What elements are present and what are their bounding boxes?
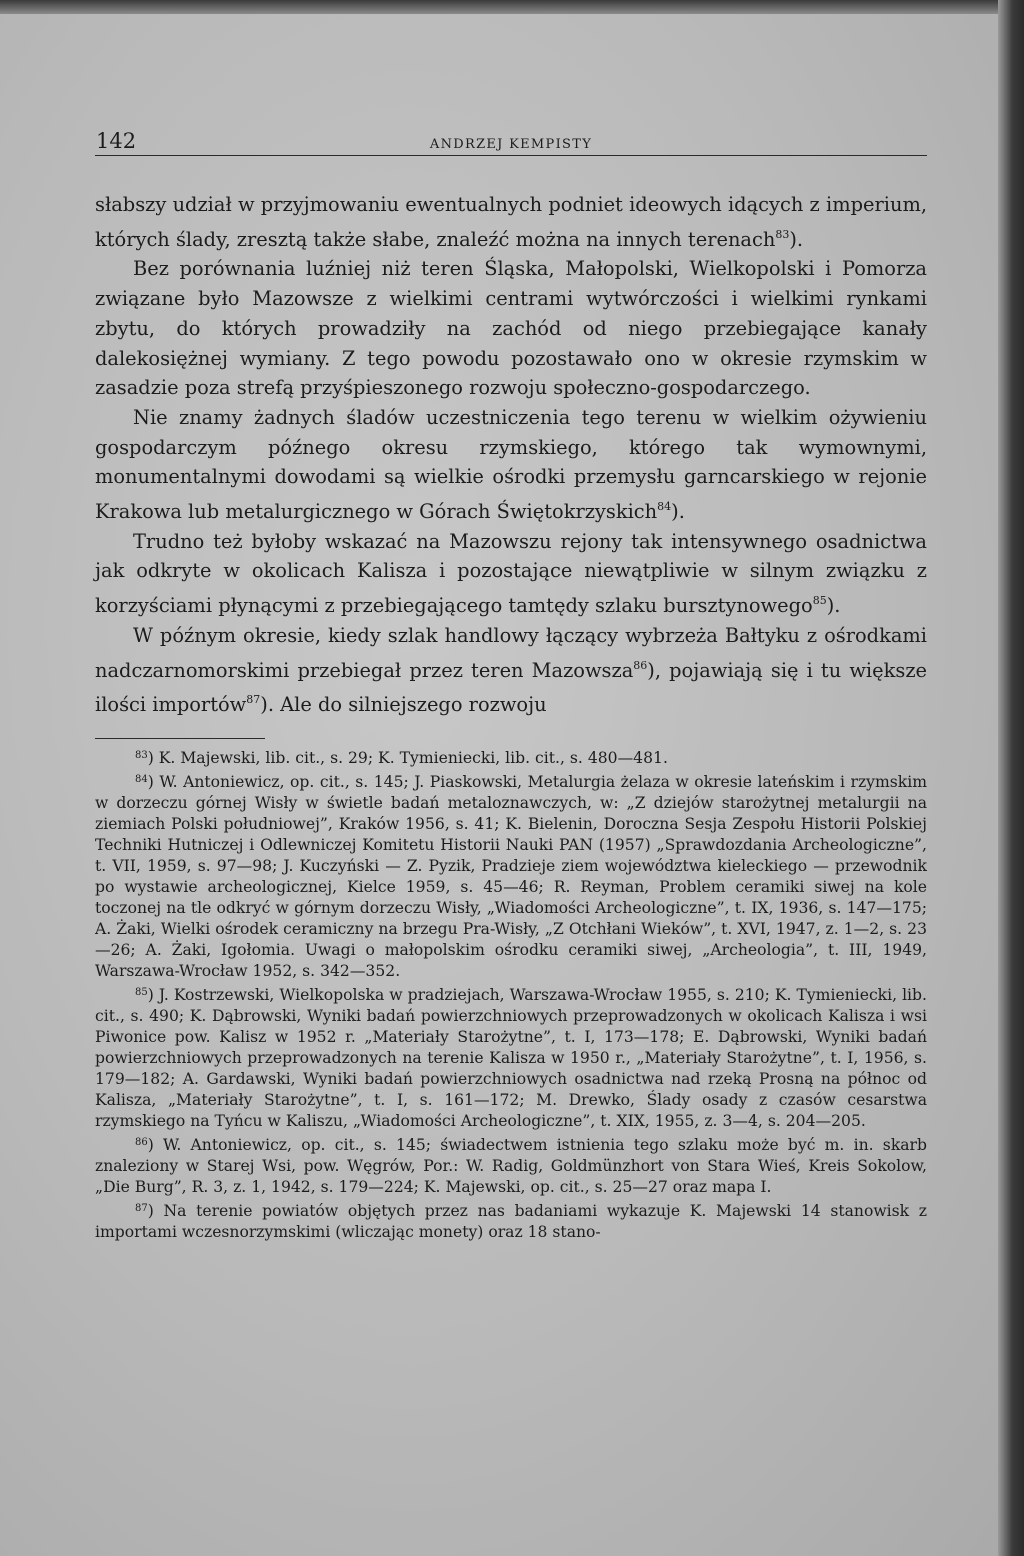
footnote-marker: 84 xyxy=(135,773,148,785)
footnote: $^{85}$) J. Kostrzewski, Wielkopolska w pradziejach, Warszawa-Wrocław 1955, s. 210; K. Tymieniecki, lib. cit., s. 490; K. Dąbrowski, Wyniki badań powierzchniowych przeprowadzonych w okolicach Kalisza i wsi Piwonice pow. Kalisz w 1952 r. „Materiały Starożytne”, t. I, 173—178; E. Dąbrowski, Wyniki badań powierzchniowych przeprowadzonych na terenie Kalisza w 1950 r., „Materiały Starożytne”, t. I, 1956, s. 179—182; A. Gardawski, Wyniki badań powierzchniowych osadnictwa nad rzeką Prosną na północ od Kalisza, „Materiały Starożytne”, t. I, s. 161—172; M. Drewko, Ślady osady z czasów cesarstwa rzymskiego na Tyńcu w Kaliszu, „Wiadomości Archeologiczne”, t. XIX, 1955, z. 3—4, s. 204—205. xyxy=(95,985,927,1130)
footnote-marker: 86 xyxy=(135,1136,148,1148)
footnote-reference[interactable]: 86 xyxy=(633,658,648,672)
footnote: $^{83}$) K. Majewski, lib. cit., s. 29; K. Tymieniecki, lib. cit., s. 480—481. xyxy=(135,748,668,767)
paragraph: słabszy udział w przyjmowaniu ewentualnych podniet ideowych idących z imperium, których ślady, zresztą także słabe, znaleźć można na innych terenach$^{83}$). xyxy=(95,193,927,251)
body-text xyxy=(95,190,927,720)
running-head: ANDRZEJ KEMPISTY xyxy=(429,137,593,152)
footnotes xyxy=(95,745,927,1243)
footnote: $^{86}$) W. Antoniewicz, op. cit., s. 145; świadectwem istnienia tego szlaku może być m. in. skarb znaleziony w Starej Wsi, pow. Węgrów, Por.: W. Radig, Goldmünzhort von Stara Wieś, Kreis Sokolow, „Die Burg”, R. 3, z. 1, 1942, s. 179—224; K. Majewski, op. cit., s. 25—27 oraz mapa I. xyxy=(95,1135,927,1196)
footnote-divider xyxy=(95,738,265,739)
book-page xyxy=(95,125,927,1243)
footnote-reference[interactable]: 83 xyxy=(775,227,790,241)
paragraph: W późnym okresie, kiedy szlak handlowy łączący wybrzeża Bałtyku z ośrodkami nadczarnomorskimi przebiegał przez teren Mazowsza$^{86}$), pojawiają się i tu większe ilości importów$^{87}$). Ale do silniejszego rozwoju xyxy=(95,623,928,717)
footnote-reference[interactable]: 87 xyxy=(246,693,261,707)
footnote-marker: 83 xyxy=(135,749,148,761)
footnote-marker: 87 xyxy=(135,1202,148,1214)
footnote: $^{87}$) Na terenie powiatów objętych przez nas badaniami wykazuje K. Majewski 14 stanowisk z importami wczesnorzymskimi (wliczając monety) oraz 18 stano- xyxy=(95,1201,927,1241)
paragraph: Trudno też byłoby wskazać na Mazowszu rejony tak intensywnego osadnictwa jak odkryte w okolicach Kalisza i pozostające niewątpliwie w silnym związku z korzyściami płynącymi z przebiegającego tamtędy szlaku bursztynowego$^{85}$). xyxy=(95,529,927,618)
page-right-edge xyxy=(998,0,1024,1556)
page-header xyxy=(95,125,927,156)
footnote: $^{84}$) W. Antoniewicz, op. cit., s. 145; J. Piaskowski, Metalurgia żelaza w okresie lateńskim i rzymskim w dorzeczu górnej Wisły w świetle badań metaloznawczych, w: „Z dziejów starożytnej metalurgii na ziemiach Polski południowej”, Kraków 1956, s. 41; K. Bielenin, Doroczna Sesja Zespołu Historii Polskiej Techniki Hutniczej i Odlewniczej Komitetu Historii Nauki PAN (1957) „Sprawdozdania Archeologiczne”, t. VII, 1959, s. 97—98; J. Kuczyński — Z. Pyzik, Pradzieje ziem województwa kieleckiego — przewodnik po wystawie archeologicznej, Kielce 1959, s. 45—46; R. Reyman, Problem ceramiki siwej na kole toczonej na tle odkryć w górnym dorzeczu Wisły, „Wiadomości Archeologiczne”, t. IX, 1936, s. 147—175; A. Żaki, Wielki ośrodek ceramiczny na brzegu Pra-Wisły, „Z Otchłani Wieków”, t. XVI, 1947, z. 1—2, s. 23—26; A. Żaki, Igołomia. Uwagi o małopolskim ośrodku ceramiki siwej, „Archeologia”, t. III, 1949, Warszawa-Wrocław 1952, s. 342—352. xyxy=(95,772,927,980)
paragraph: Bez porównania luźniej niż teren Śląska, Małopolski, Wielkopolski i Pomorza związane było Mazowsze z wielkimi centrami wytwórczości i wielkimi rynkami zbytu, do których prowadziły na zachód od niego przebiegające kanały dalekosiężnej wymiany. Z tego powodu pozostawało ono w okresie rzymskim w zasadzie poza strefą przyśpieszonego rozwoju społeczno-gospodarczego. xyxy=(95,257,927,400)
page-top-edge xyxy=(0,0,1024,14)
paragraph: Nie znamy żadnych śladów uczestniczenia tego terenu w wielkim ożywieniu gospodarczym późnego okresu rzymskiego, którego tak wymownymi, monumentalnymi dowodami są wielkie ośrodki przemysłu garncarskiego w rejonie Krakowa lub metalurgicznego w Górach Świętokrzyskich$^{84}$). xyxy=(95,405,927,524)
footnote-marker: 85 xyxy=(135,986,148,998)
footnote-reference[interactable]: 84 xyxy=(657,500,672,514)
footnote-reference[interactable]: 85 xyxy=(812,594,827,608)
page-number: 142 xyxy=(96,129,137,153)
